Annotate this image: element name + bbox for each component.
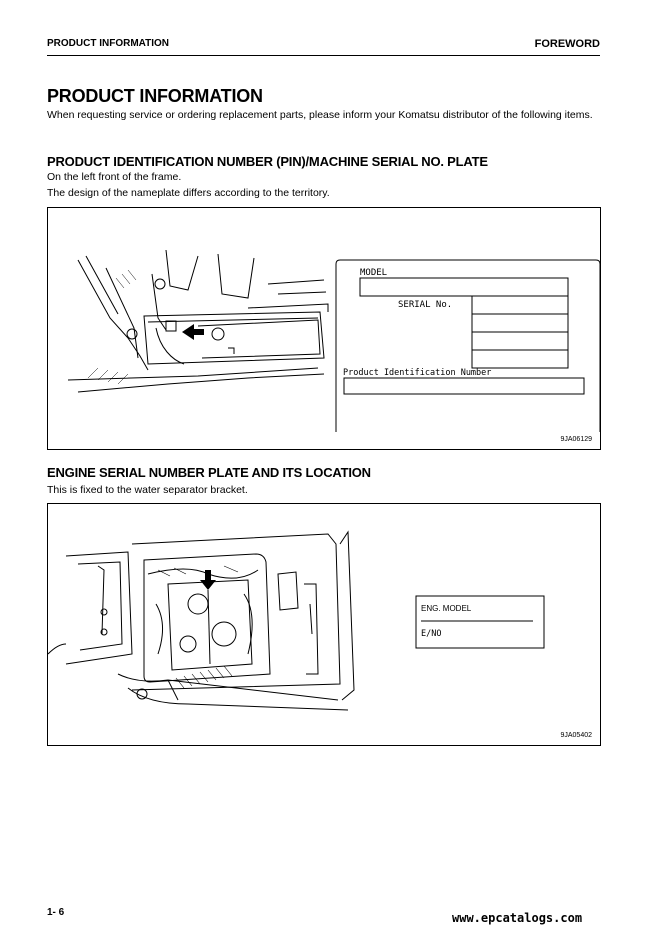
engine-number-label: E/NO: [421, 629, 442, 639]
pin-note-text: The design of the nameplate differs according to the territory.: [47, 187, 330, 199]
page-title: PRODUCT INFORMATION: [47, 86, 263, 106]
figure-code: 9JA06129: [560, 436, 592, 443]
header-rule: [47, 55, 600, 56]
running-header-section: PRODUCT INFORMATION: [47, 38, 170, 49]
figure-code: 9JA05402: [560, 732, 592, 739]
engine-figure: [47, 503, 601, 746]
pin-nameplate-diagram: [334, 254, 602, 434]
plate-model-label: MODEL: [360, 268, 388, 278]
pin-location-text: On the left front of the frame.: [47, 171, 182, 183]
engine-section-heading: ENGINE SERIAL NUMBER PLATE AND ITS LOCATION: [47, 465, 371, 480]
pin-section-heading: PRODUCT IDENTIFICATION NUMBER (PIN)/MACHINE SERIAL NO. PLATE: [47, 154, 488, 169]
engine-location-text: This is fixed to the water separator bracket.: [47, 484, 248, 496]
intro-paragraph: When requesting service or ordering replacement parts, please inform your Komatsu distributor of the following items.: [47, 109, 593, 121]
plate-serial-label: SERIAL No.: [398, 300, 453, 310]
plate-pin-label: Product Identification Number: [343, 368, 492, 378]
pin-figure: [47, 207, 601, 450]
page-number: 1- 6: [47, 907, 65, 918]
running-header-chapter: FOREWORD: [534, 38, 600, 50]
engine-model-label: ENG. MODEL: [421, 604, 472, 613]
watermark-url: www.epcatalogs.com: [452, 911, 583, 925]
